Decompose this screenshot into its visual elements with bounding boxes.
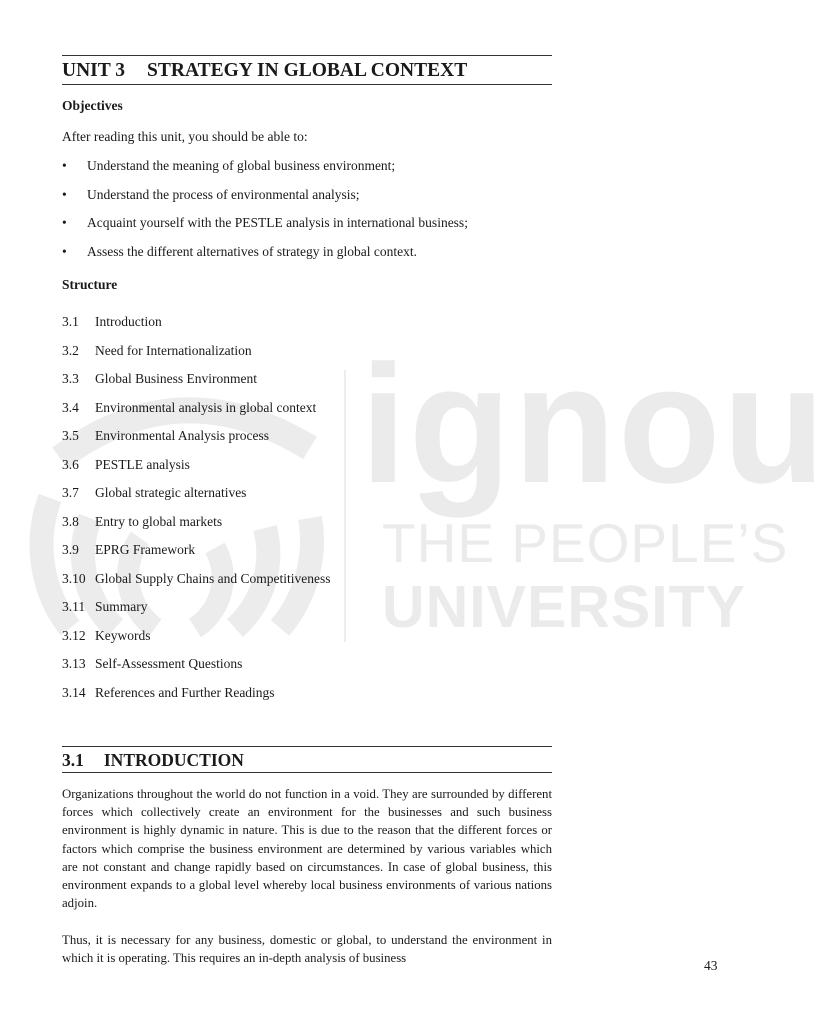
toc-item: 3.1 Introduction <box>62 314 162 329</box>
objectives-heading: Objectives <box>62 98 123 113</box>
bullet-icon: • <box>62 187 67 202</box>
unit-number: UNIT 3 <box>62 60 126 81</box>
toc-item: 3.12 Keywords <box>62 628 151 643</box>
introduction-paragraph-2: Thus, it is necessary for any business, domestic or global, to understand the environment in which it is operating. This requires an in-depth analysis of business <box>62 933 552 966</box>
unit-heading <box>62 55 552 85</box>
section-title: INTRODUCTION <box>103 750 244 770</box>
toc-item: 3.11 Summary <box>62 599 148 614</box>
toc-item: 3.13 Self-Assessment Questions <box>62 656 243 671</box>
toc-item: 3.6 PESTLE analysis <box>62 457 190 472</box>
toc-item: 3.5 Environmental Analysis process <box>62 428 269 443</box>
watermark-divider <box>344 370 346 642</box>
toc-item: 3.2 Need for Internationalization <box>62 343 252 358</box>
objective-item: • Acquaint yourself with the PESTLE analysis in international business; <box>62 215 468 230</box>
objective-item: • Understand the meaning of global business environment; <box>62 158 396 173</box>
section-number: 3.1 <box>62 750 84 770</box>
watermark-tagline-2: UNIVERSITY <box>382 574 747 640</box>
watermark-tagline-1: THE PEOPLE’S <box>382 512 789 574</box>
toc-item: 3.10 Global Supply Chains and Competitiveness <box>62 571 331 586</box>
toc-item: 3.8 Entry to global markets <box>62 514 223 529</box>
page-number: 43 <box>704 958 718 973</box>
objective-item: • Assess the different alternatives of strategy in global context. <box>62 244 418 259</box>
toc-item: 3.4 Environmental analysis in global context <box>62 400 317 415</box>
objectives-intro: After reading this unit, you should be able to: <box>62 129 308 144</box>
structure-heading: Structure <box>62 277 118 292</box>
watermark-brand: ignou <box>360 330 827 518</box>
bullet-icon: • <box>62 244 67 259</box>
bullet-icon: • <box>62 158 67 173</box>
introduction-heading <box>62 746 552 773</box>
toc-item: 3.14 References and Further Readings <box>62 685 275 700</box>
toc-item: 3.3 Global Business Environment <box>62 371 257 386</box>
toc-item: 3.7 Global strategic alternatives <box>62 485 247 500</box>
introduction-paragraph-1: Organizations throughout the world do not function in a void. They are surrounded by different forces which collectively create an environment for the businesses and such business environment is highly dynamic in nature. This is due to the reason that the different forces or factors which comprise the business environment are determined by various variables which are not constant and change rapidly based on circumstances. In case of global business, this environment expands to a global level whereby local business environments of various nations adjoin. <box>62 787 552 911</box>
objective-item: • Understand the process of environmental analysis; <box>62 187 360 202</box>
bullet-icon: • <box>62 215 67 230</box>
unit-title: STRATEGY IN GLOBAL CONTEXT <box>147 60 468 81</box>
toc-item: 3.9 EPRG Framework <box>62 542 196 557</box>
